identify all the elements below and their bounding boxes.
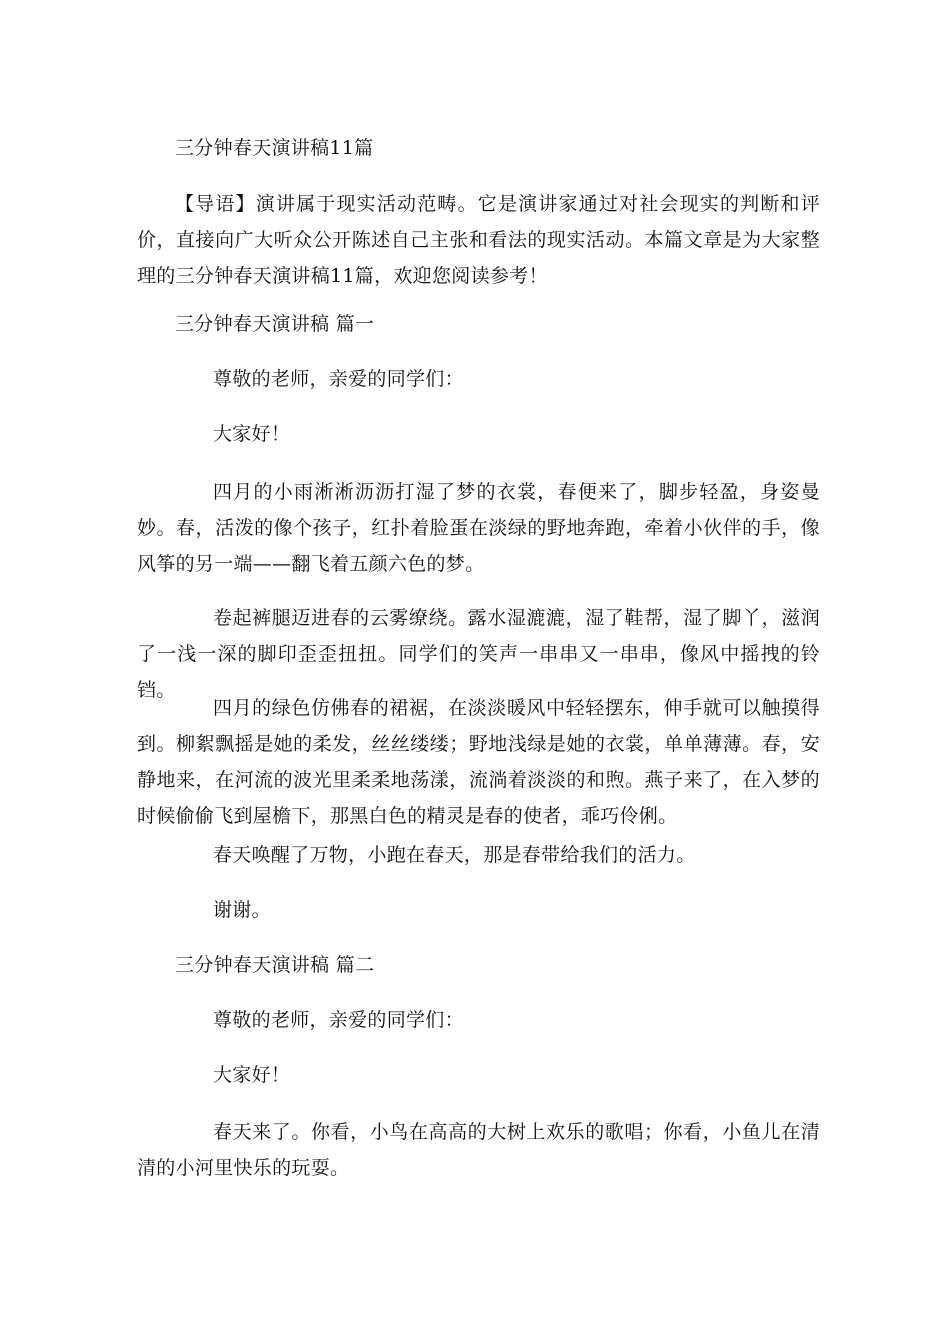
section1-paragraph-4: 春天唤醒了万物，小跑在春天，那是春带给我们的活力。 (213, 844, 696, 866)
greeting-2: 大家好！ (213, 1064, 291, 1086)
section1-paragraph-2: 卷起裤腿迈进春的云雾缭绕。露水湿漉漉，湿了鞋帮，湿了脚丫，滋润了一浅一深的脚印歪歪扭扭。同学们的笑声一串串又一串串，像风中摇拽的铃铛。 (137, 607, 820, 701)
document-title: 三分钟春天演讲稿11篇 (175, 137, 374, 159)
salutation-1: 尊敬的老师，亲爱的同学们： (213, 368, 464, 390)
section-heading-1: 三分钟春天演讲稿 篇一 (175, 313, 375, 335)
section1-paragraph-1: 四月的小雨淅淅沥沥打湿了梦的衣裳，春便来了，脚步轻盈，身姿曼妙。春，活泼的像个孩子，红扑着脸蛋在淡绿的野地奔跑，牵着小伙伴的手，像风筝的另一端——翻飞着五颜六色的梦。 (137, 481, 820, 575)
greeting-1: 大家好！ (213, 423, 291, 445)
section-heading-2: 三分钟春天演讲稿 篇二 (175, 954, 375, 976)
section1-paragraph-3: 四月的绿色仿佛春的裙裾，在淡淡暖风中轻轻摆东，伸手就可以触摸得到。柳絮飘摇是她的柔发，丝丝缕缕；野地浅绿是她的衣裳，单单薄薄。春，安静地来，在河流的波光里柔柔地荡漾，流淌着淡淡的和煦。燕子来了，在入梦的时候偷偷飞到屋檐下，那黑白色的精灵是春的使者，乖巧伶俐。 (137, 697, 820, 827)
salutation-2: 尊敬的老师，亲爱的同学们： (213, 1009, 464, 1031)
closing-1: 谢谢。 (213, 899, 271, 921)
intro-paragraph: 【导语】演讲属于现实活动范畴。它是演讲家通过对社会现实的判断和评价，直接向广大听众公开陈述自己主张和看法的现实活动。本篇文章是为大家整理的三分钟春天演讲稿11篇，欢迎您阅读参考！ (137, 193, 820, 287)
section2-paragraph-1: 春天来了。你看，小鸟在高高的大树上欢乐的歌唱；你看，小鱼儿在清清的小河里快乐的玩耍。 (137, 1121, 820, 1179)
